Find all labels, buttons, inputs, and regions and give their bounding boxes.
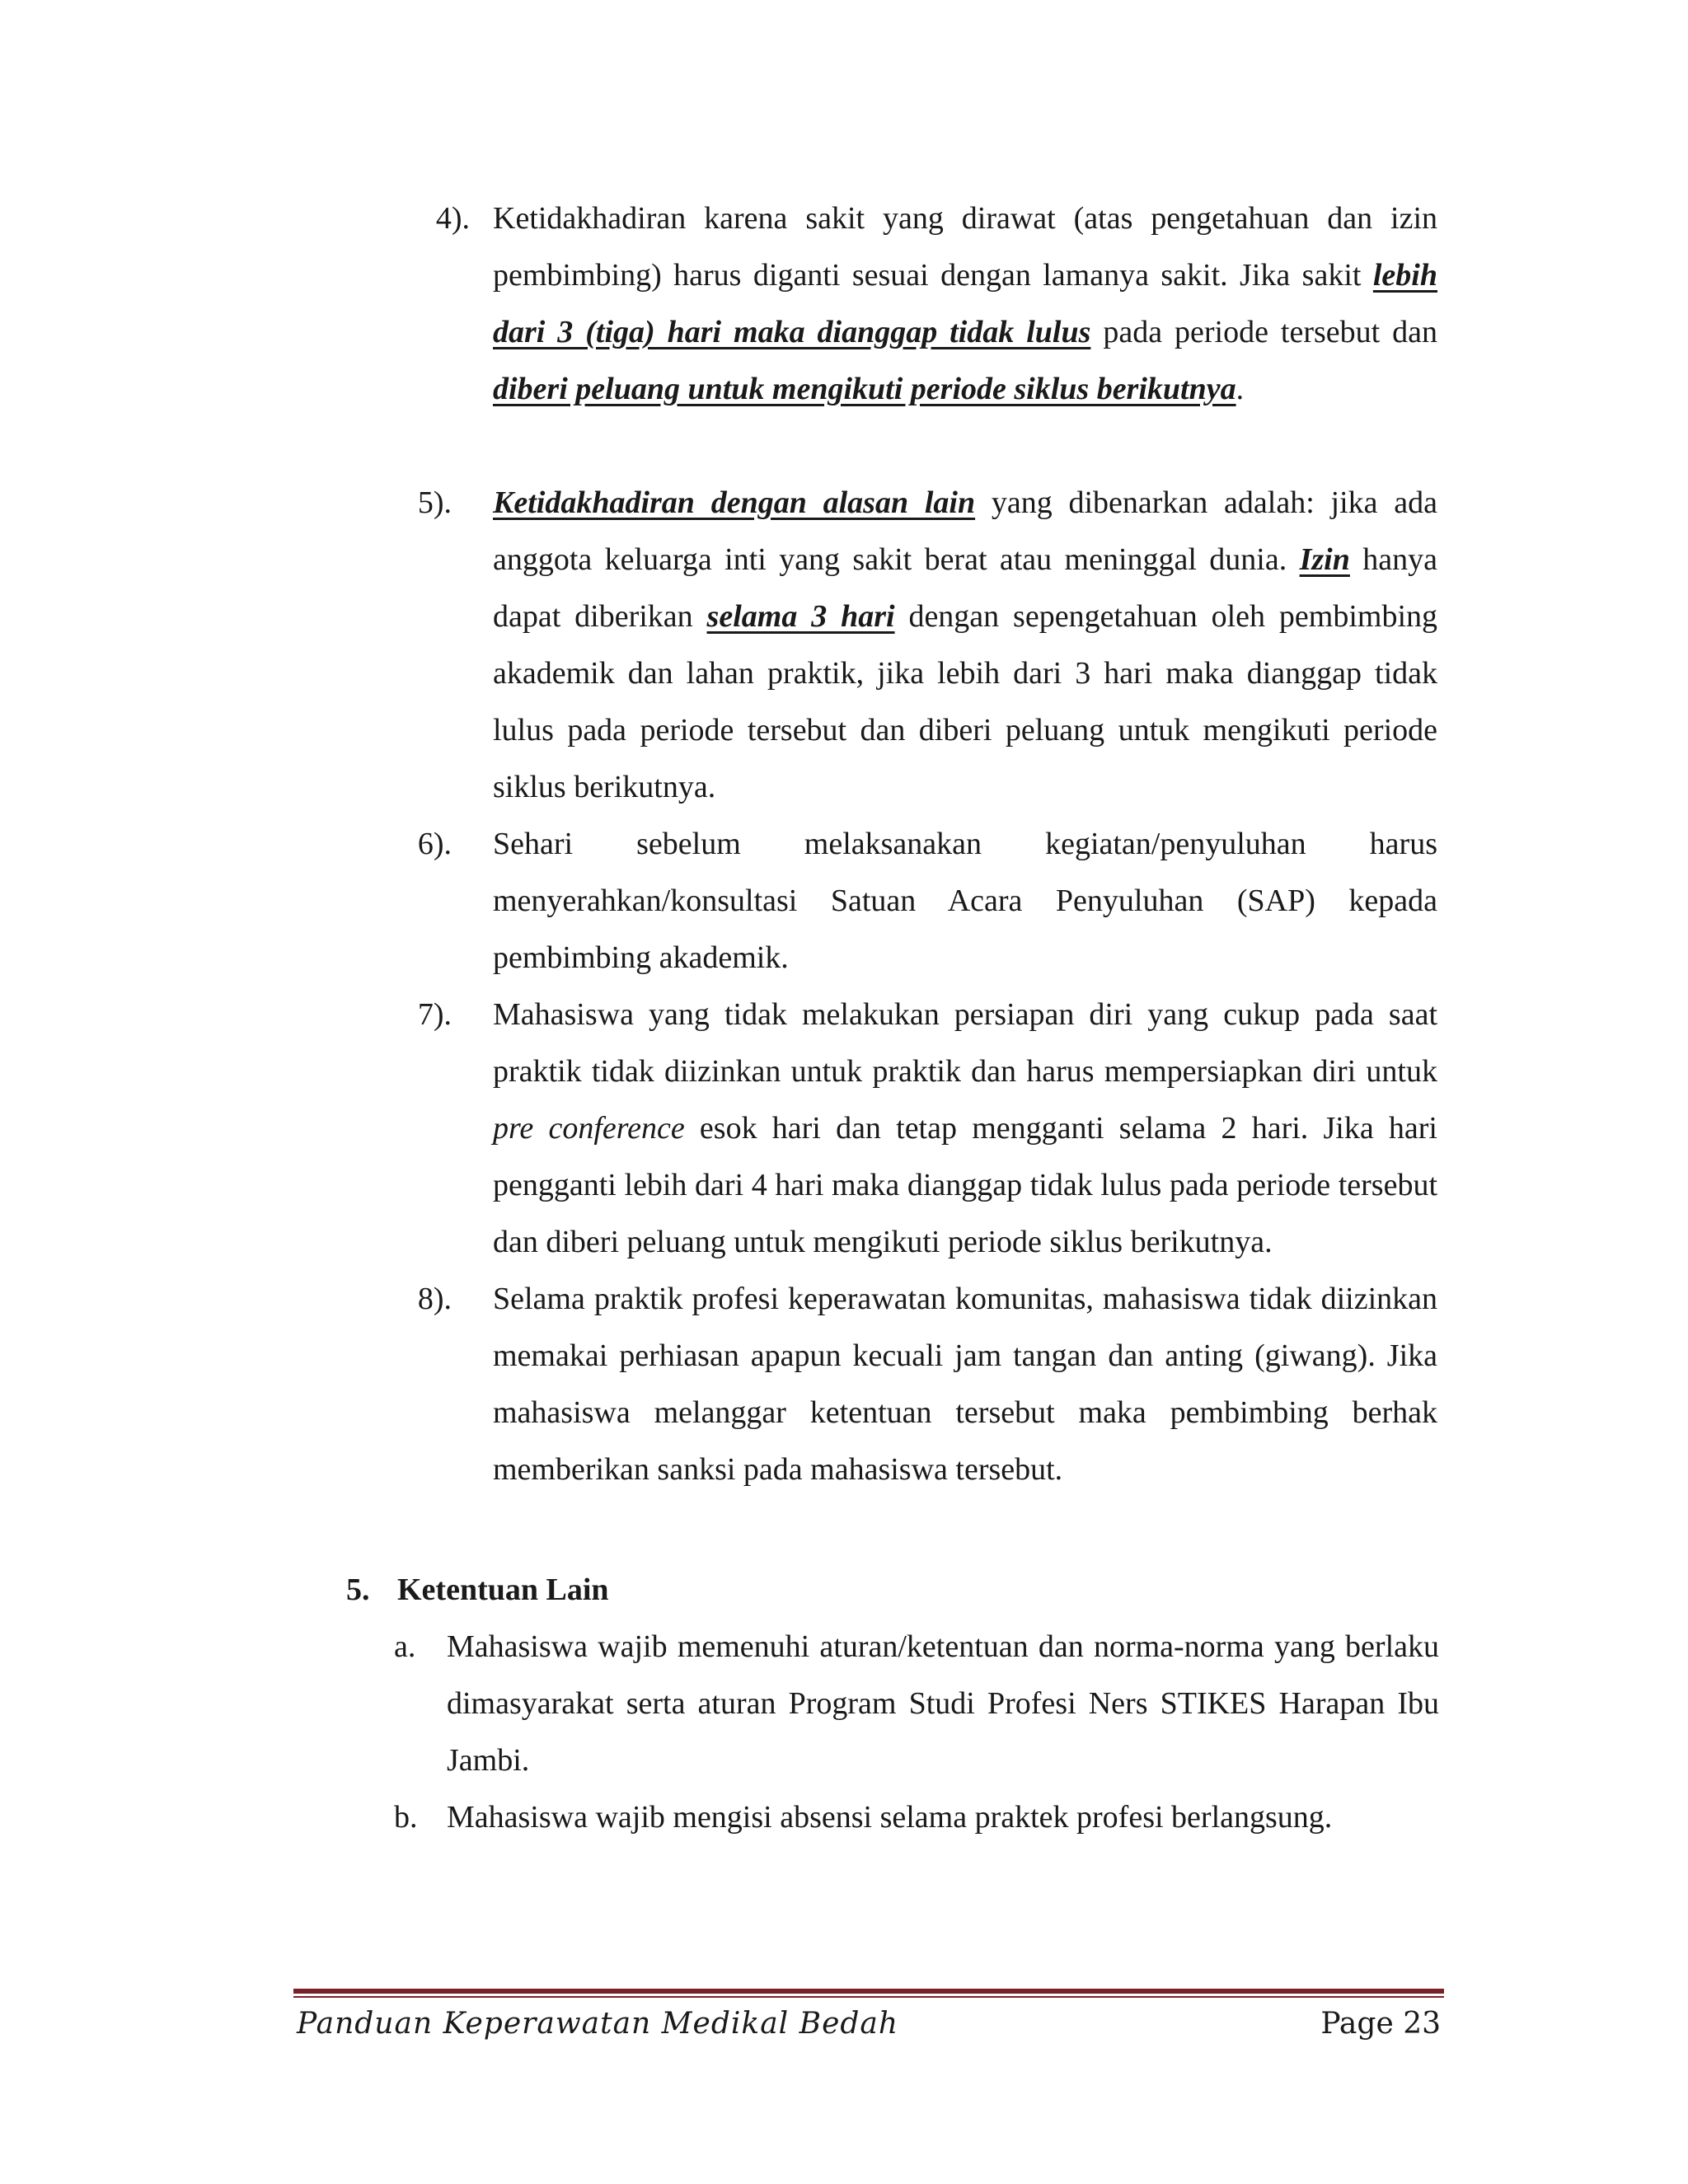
list-item [493,987,1437,1271]
item-text: . [1236,372,1245,406]
list-item [493,475,1437,816]
subitem-letter: b. [394,1800,418,1835]
emphasis-text: Izin [1299,542,1350,577]
emphasis-text: selama 3 hari [706,599,895,634]
subitem-text: Mahasiswa wajib mengisi absensi selama praktek profesi berlangsung. [447,1800,1333,1835]
item-text: hanya dapat diberikan [493,542,1437,634]
section-heading [346,1562,609,1619]
list-item: Selama praktik profesi keperawatan komunitas, mahasiswa tidak diizinkan memakai perhiasan apapun kecuali jam tangan dan anting (giwang). Jika mahasiswa melanggar ketentuan tersebut maka pembimbing berhak memberikan sanksi pada mahasiswa tersebut. [493,1282,1437,1487]
section-title: Ketentuan Lain [397,1572,609,1607]
item-number: 4). [435,201,470,236]
list-item [493,190,1437,418]
item-text: esok hari dan tetap mengganti selama 2 hari. Jika hari pengganti lebih dari 4 hari maka dianggap tidak lulus pada periode tersebut dan diberi peluang untuk mengikuti periode siklus berikutnya. [493,1111,1437,1259]
footer-title: Panduan Keperawatan Medikal Bedah [297,2007,899,2041]
item-text: Mahasiswa yang tidak melakukan persiapan diri yang cukup pada saat praktik tidak diizinkan untuk praktik dan harus mempersiapkan diri untuk [493,997,1437,1089]
section-number: 5. [346,1572,370,1607]
item-text: pada periode tersebut dan [1090,315,1437,349]
subitem-text: Mahasiswa wajib memenuhi aturan/ketentuan dan norma-norma yang berlaku dimasyarakat serta aturan Program Studi Profesi Ners STIKES Harapan Ibu Jambi. [447,1629,1439,1778]
item-number: 6). [417,827,452,861]
item-number: 7). [417,997,452,1032]
emphasis-text: diberi peluang untuk mengikuti periode siklus berikutnya [493,372,1236,406]
item-number: 5). [417,485,452,520]
footer-rule-thin [293,1996,1444,1998]
emphasis-text: Ketidakhadiran dengan alasan lain [493,485,976,520]
footer-rule [293,1989,1444,1994]
list-item: Sehari sebelum melaksanakan kegiatan/penyuluhan harus menyerahkan/konsultasi Satuan Acara Penyuluhan (SAP) kepada pembimbing akademik. [493,827,1437,975]
item-text: yang dibenarkan adalah: jika ada anggota keluarga inti yang sakit berat atau meninggal dunia. [493,485,1437,577]
subitem-letter: a. [394,1629,416,1664]
italic-text: pre conference [493,1111,685,1146]
item-text: Ketidakhadiran karena sakit yang dirawat (atas pengetahuan dan izin pembimbing) harus diganti sesuai dengan lamanya sakit. Jika sakit [493,201,1437,293]
emphasis-text: lebih dari 3 (tiga) hari maka dianggap tidak lulus [493,258,1437,349]
page-number: Page 23 [1320,2007,1441,2041]
item-text: dengan sepengetahuan oleh pembimbing akademik dan lahan praktik, jika lebih dari 3 hari maka dianggap tidak lulus pada periode tersebut dan diberi peluang untuk mengikuti periode siklus berikutnya. [493,599,1437,804]
item-number: 8). [417,1282,452,1316]
